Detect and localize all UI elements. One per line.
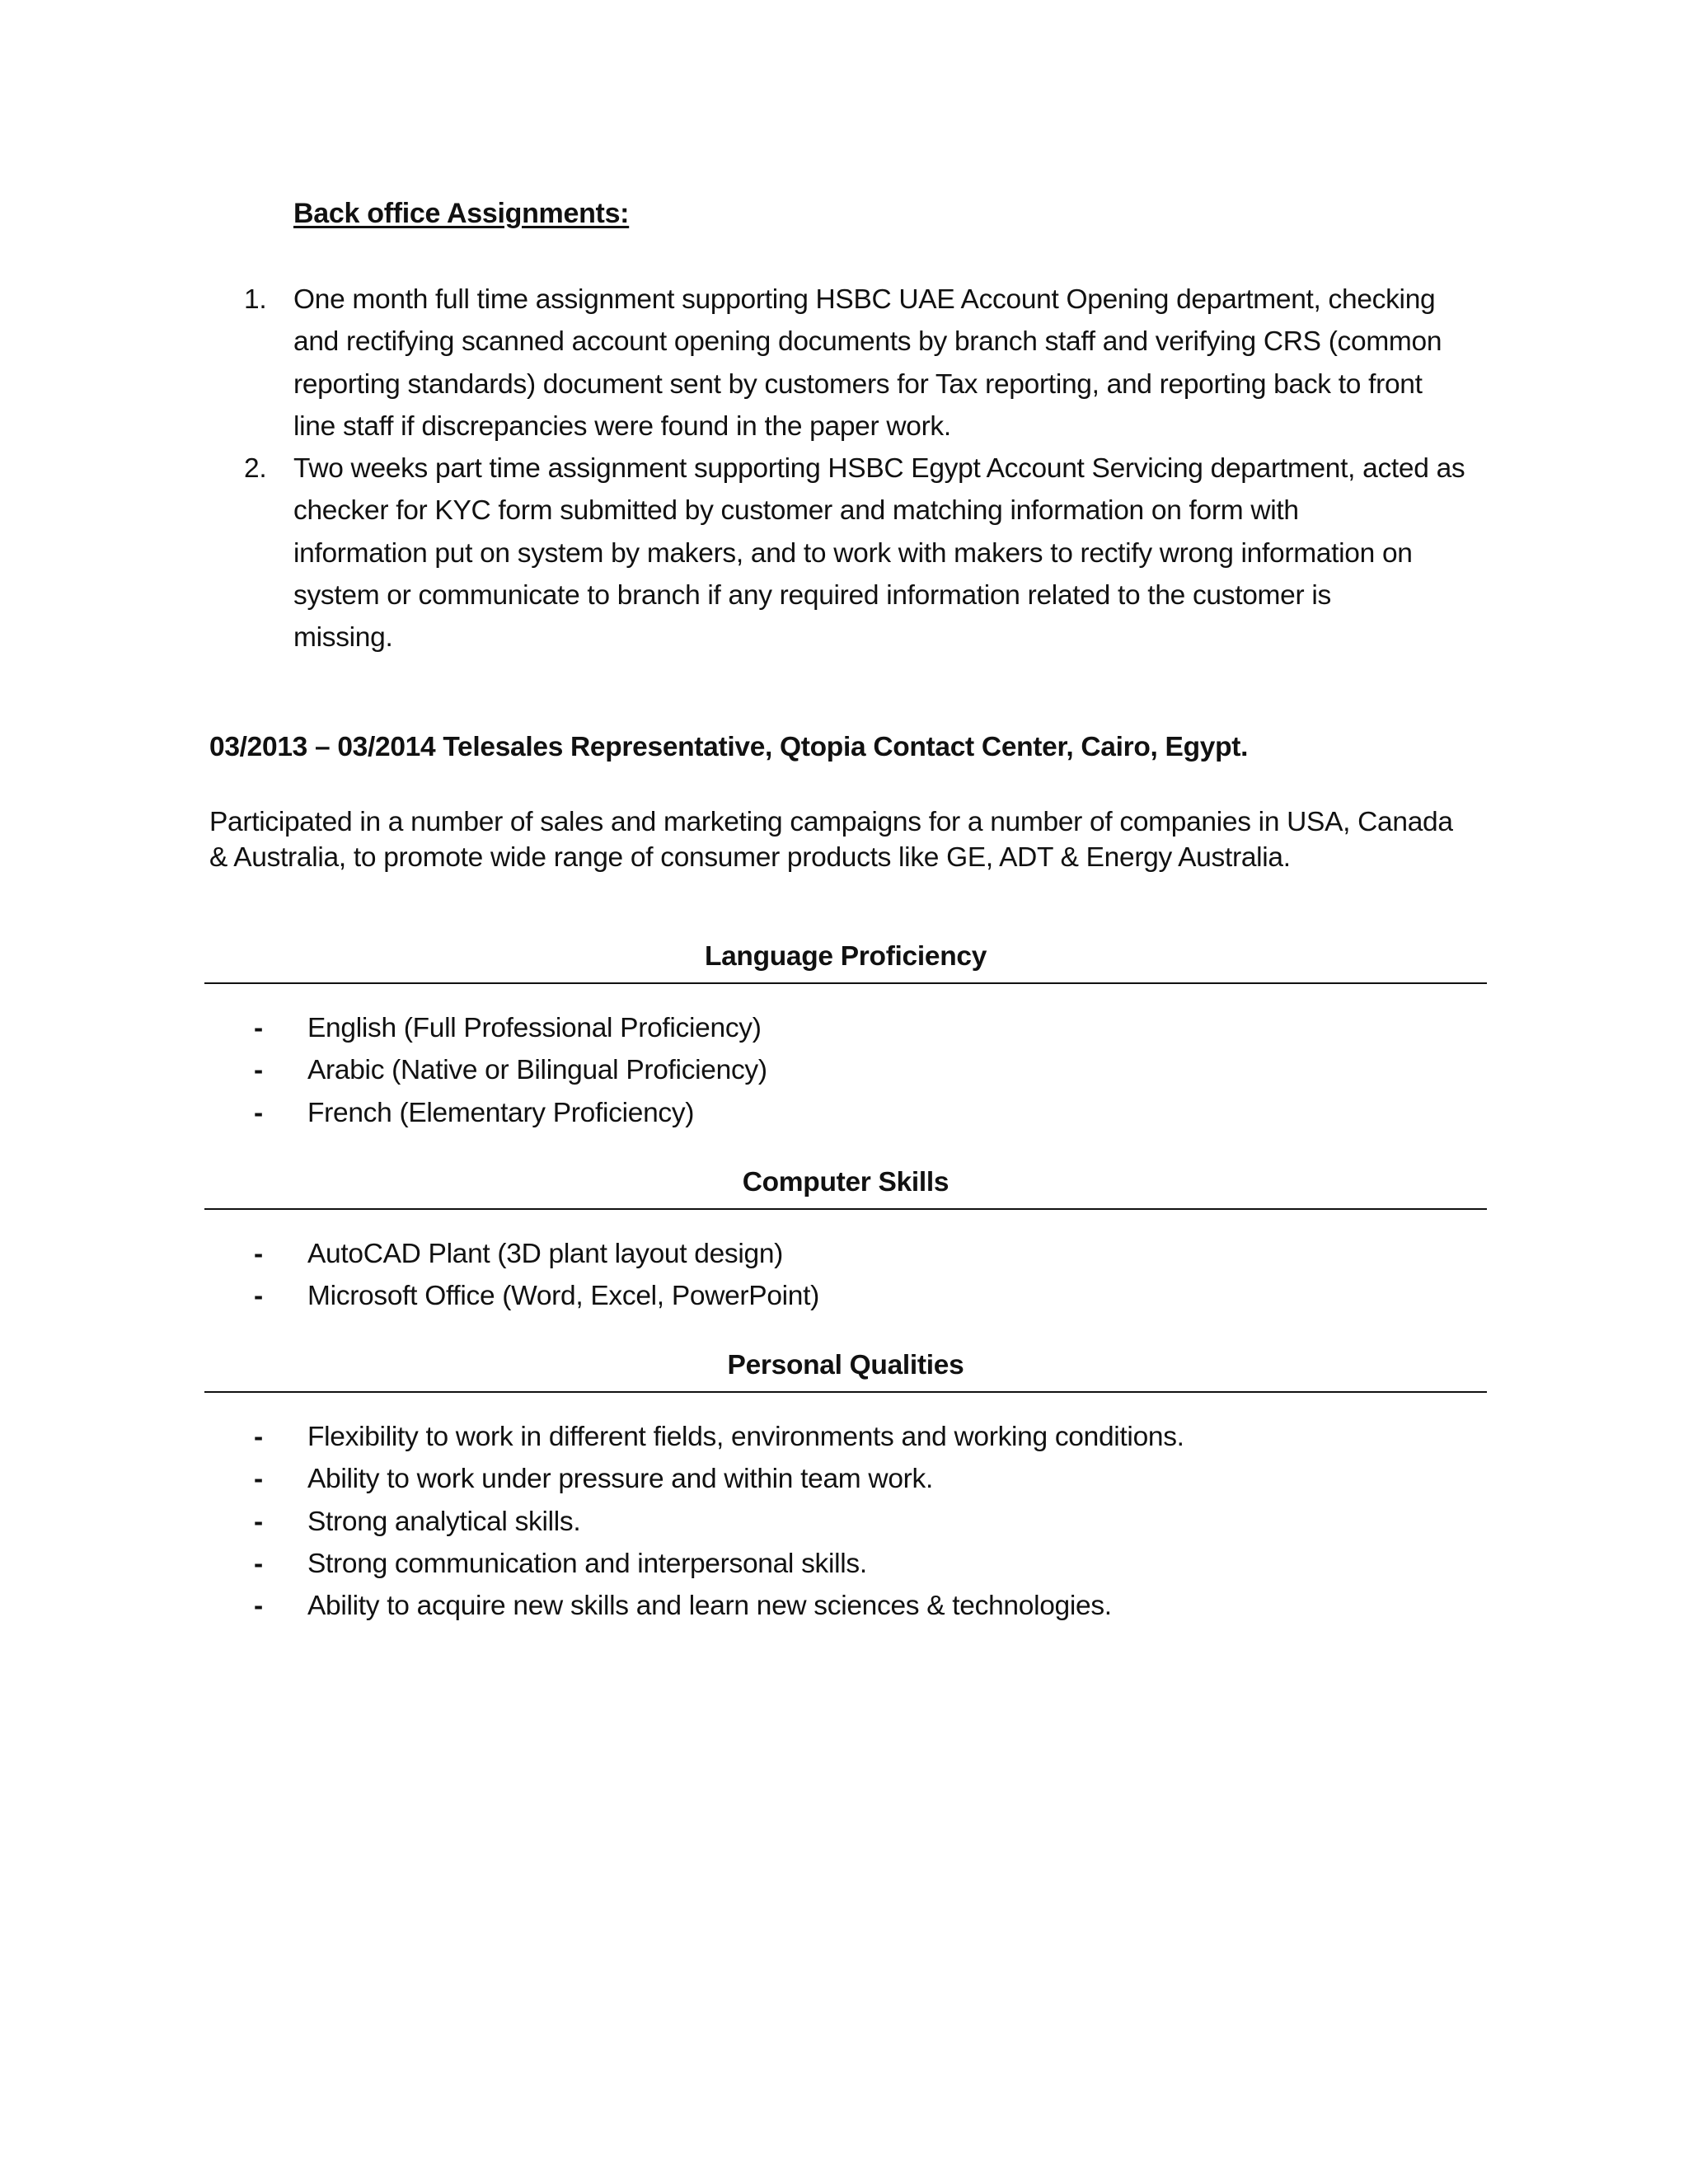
list-item-text: English (Full Professional Proficiency) (307, 1013, 762, 1043)
job-description-line: Participated in a number of sales and marketing campaigns for a number of companies in USA, Canada (209, 807, 1453, 837)
list-item-text: AutoCAD Plant (3D plant layout design) (307, 1239, 784, 1269)
list-item-text: Strong communication and interpersonal skills. (307, 1548, 867, 1579)
list-item (254, 1416, 1449, 1458)
list-item-text: Arabic (Native or Bilingual Proficiency) (307, 1055, 767, 1086)
list-item-line: missing. (293, 622, 393, 654)
list-item-text: Ability to acquire new skills and learn new sciences & technologies. (307, 1591, 1112, 1622)
list-item-text: French (Elementary Proficiency) (307, 1097, 695, 1128)
list-item (254, 1501, 1449, 1543)
list-item (254, 1049, 1449, 1091)
list-item (254, 1092, 1449, 1134)
list-item-text: Strong analytical skills. (307, 1506, 581, 1537)
section-divider (204, 1391, 1487, 1393)
dash-bullet: - (254, 1097, 263, 1128)
list-item-text: Flexibility to work in different fields, environments and working conditions. (307, 1422, 1184, 1452)
personal-qualities-list (254, 1416, 1449, 1627)
dash-bullet: - (254, 1591, 263, 1622)
list-item-line: information put on system by makers, and to work with makers to rectify wrong information on (293, 537, 1413, 569)
list-item (254, 1543, 1449, 1585)
back-office-list (244, 279, 1480, 659)
computer-skills-heading: Computer Skills (742, 1167, 950, 1197)
list-item-line: reporting standards) document sent by customers for Tax reporting, and reporting back to front (293, 368, 1423, 400)
language-heading: Language Proficiency (704, 941, 987, 972)
dash-bullet: - (254, 1239, 263, 1269)
list-item-line: One month full time assignment supporting HSBC UAE Account Opening department, checking (293, 284, 1436, 315)
dash-bullet: - (254, 1548, 263, 1579)
dash-bullet: - (254, 1013, 263, 1043)
back-office-title: Back office Assignments: (293, 198, 630, 229)
list-number: 2. (244, 453, 267, 485)
list-item (254, 1275, 1449, 1317)
language-list (254, 1007, 1449, 1134)
list-item (254, 1585, 1449, 1627)
list-item-line: checker for KYC form submitted by customer and matching information on form with (293, 495, 1299, 527)
dash-bullet: - (254, 1506, 263, 1537)
dash-bullet: - (254, 1422, 263, 1452)
job-description (209, 804, 1495, 875)
list-item-line: line staff if discrepancies were found in the paper work. (293, 410, 951, 442)
section-divider (204, 982, 1487, 984)
list-item-line: and rectifying scanned account opening documents by branch staff and verifying CRS (common (293, 326, 1442, 358)
list-item (244, 448, 1480, 658)
list-number: 1. (244, 284, 267, 315)
list-item (254, 1458, 1449, 1500)
section-divider (204, 1208, 1487, 1210)
list-item-line: system or communicate to branch if any required information related to the customer is (293, 580, 1331, 612)
computer-skills-list (254, 1233, 1449, 1318)
dash-bullet: - (254, 1055, 263, 1086)
list-item (254, 1233, 1449, 1275)
list-item-text: Microsoft Office (Word, Excel, PowerPoint) (307, 1281, 819, 1312)
list-item-line: Two weeks part time assignment supporting HSBC Egypt Account Servicing department, acted as (293, 453, 1465, 485)
list-item-text: Ability to work under pressure and within team work. (307, 1464, 933, 1495)
list-item (254, 1007, 1449, 1049)
job-description-line: & Australia, to promote wide range of consumer products like GE, ADT & Energy Australia. (209, 842, 1291, 873)
dash-bullet: - (254, 1464, 263, 1495)
personal-qualities-heading: Personal Qualities (727, 1350, 964, 1380)
job-heading: 03/2013 – 03/2014 Telesales Representative, Qtopia Contact Center, Cairo, Egypt. (209, 732, 1249, 762)
list-item (244, 279, 1480, 448)
dash-bullet: - (254, 1281, 263, 1312)
